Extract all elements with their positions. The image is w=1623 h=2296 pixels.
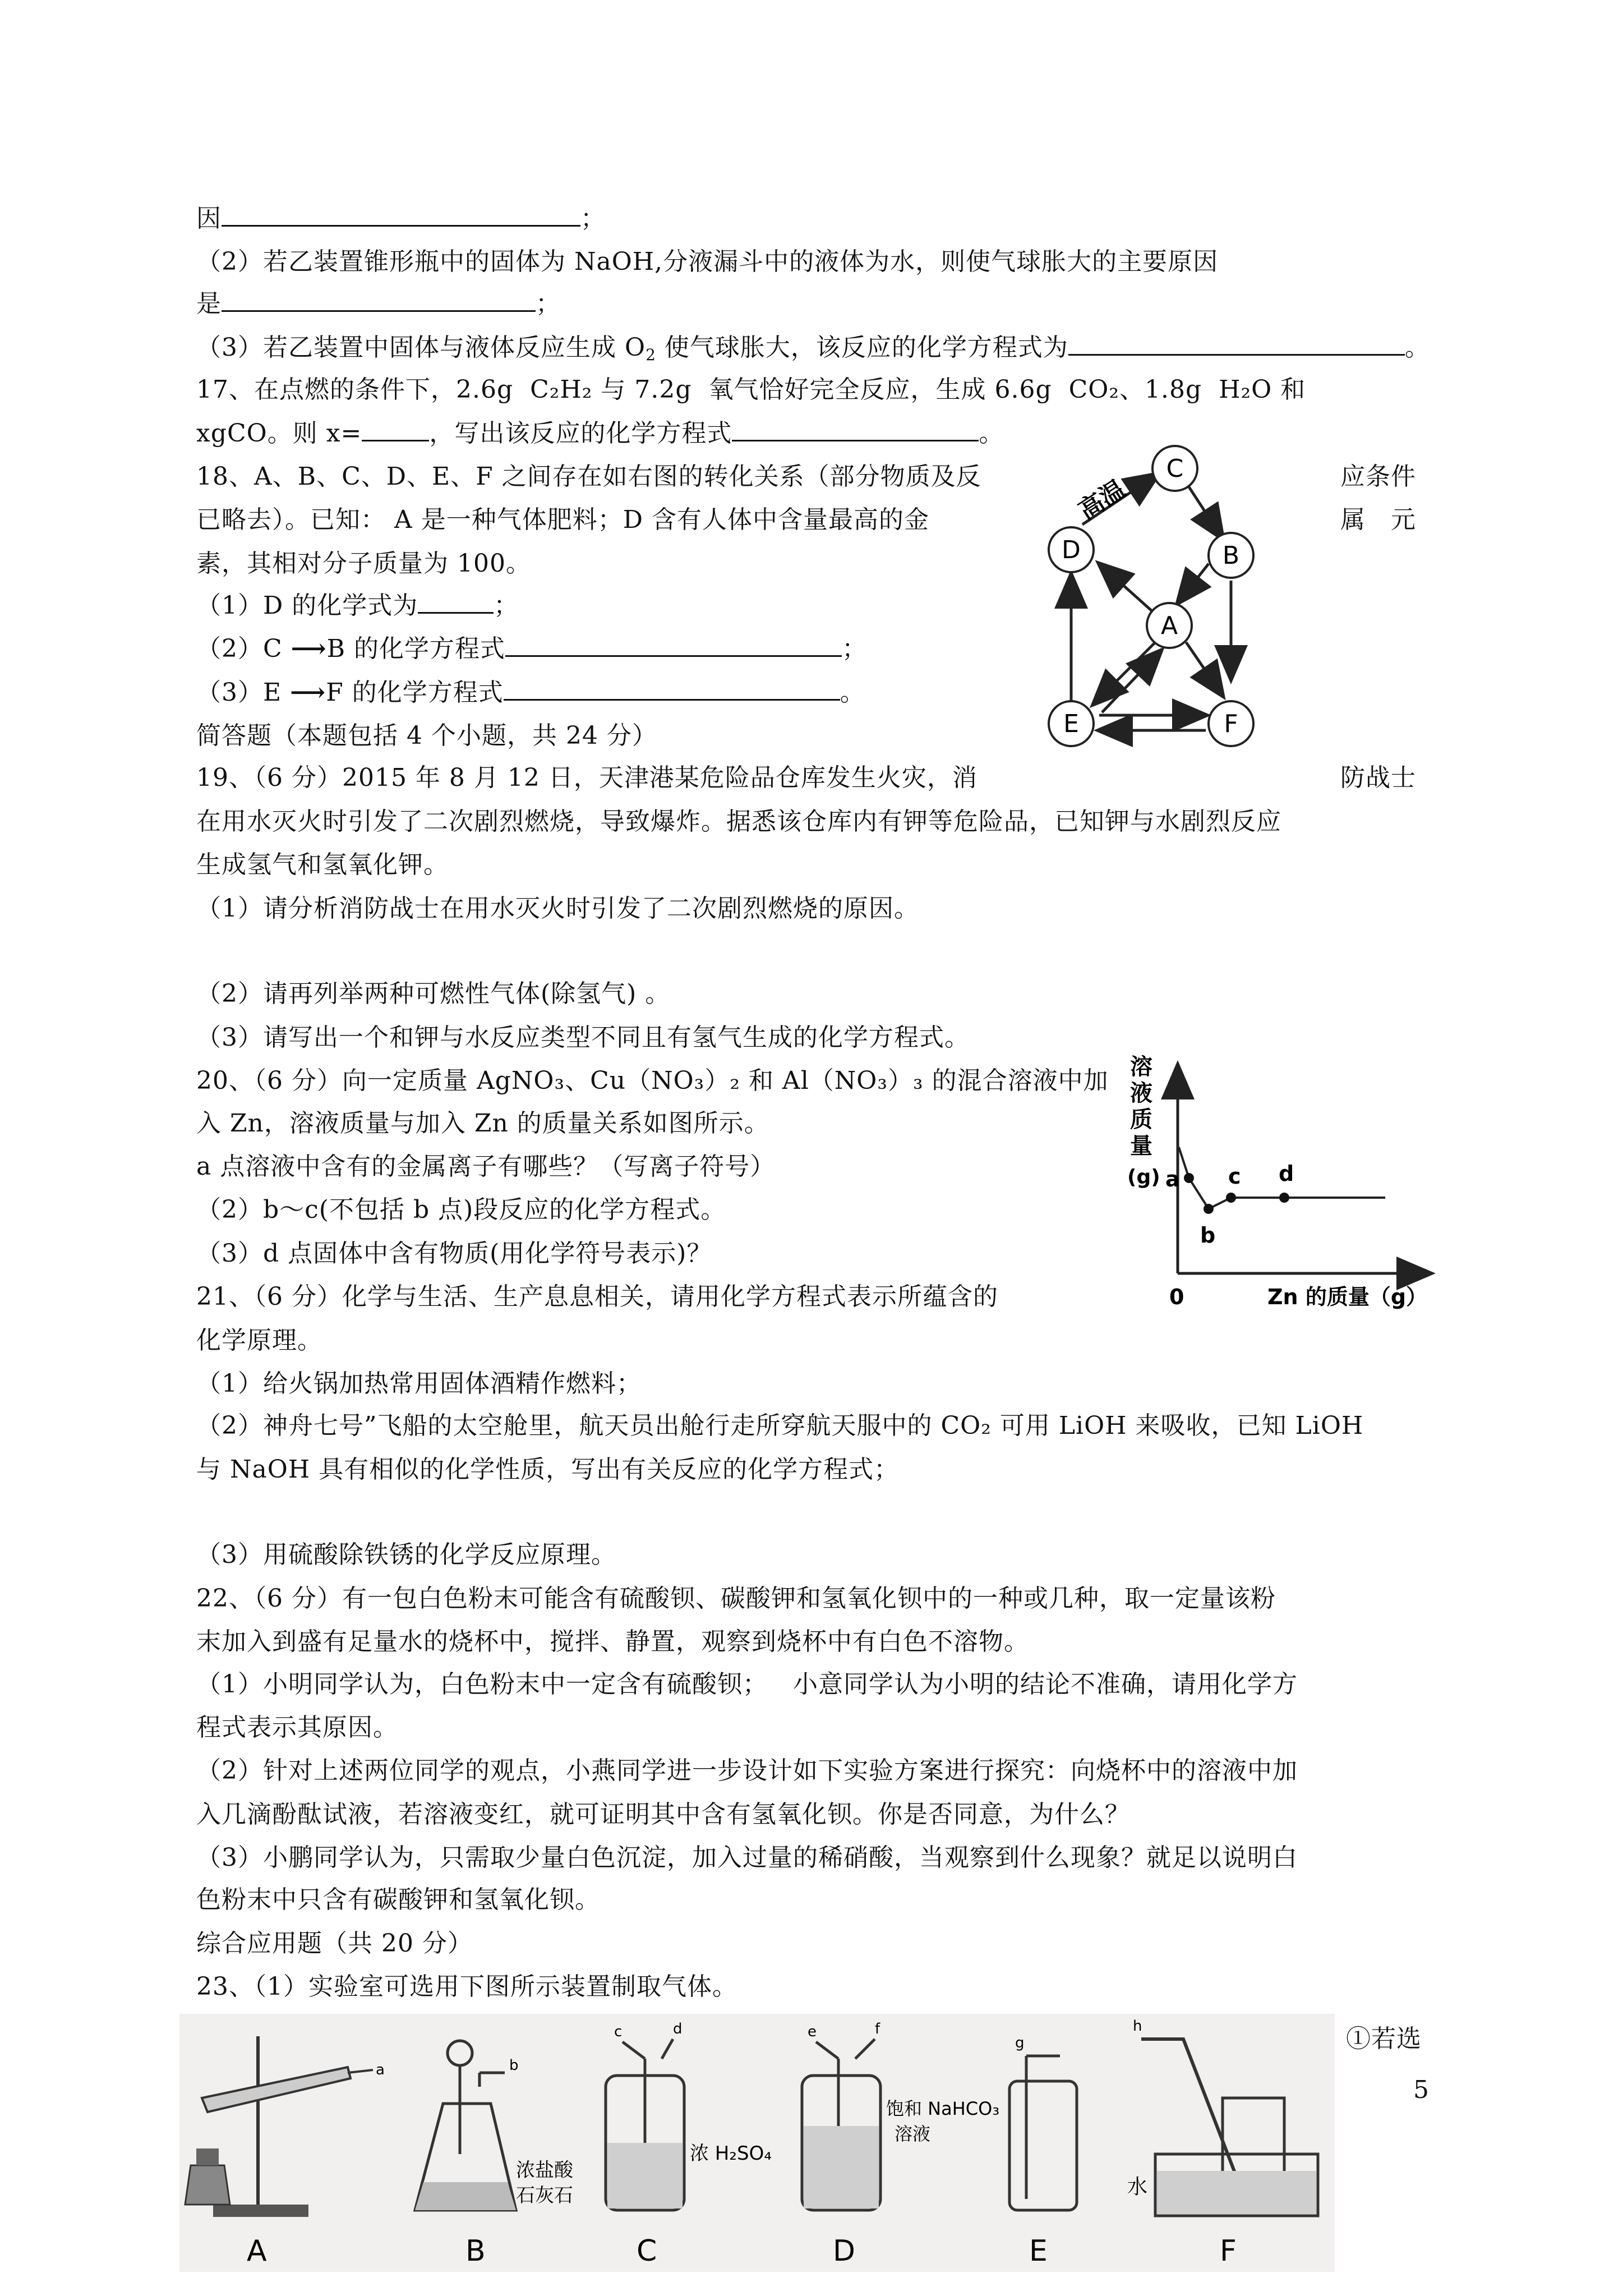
q22-line8: 色粉末中只含有碳酸钾和氢氧化钡。 (196, 1885, 600, 1914)
node-e (1049, 701, 1094, 746)
svg-text:水: 水 (1127, 2175, 1148, 2198)
edge-e-a (1102, 651, 1161, 712)
y-axis-label: 质 (1130, 1107, 1152, 1133)
svg-text:A: A (247, 2234, 267, 2268)
svg-text:溶液: 溶液 (895, 2123, 931, 2145)
q16-line1: 因 ； (196, 202, 606, 236)
point-c (1226, 1193, 1236, 1203)
q18-line4: （1）D 的化学式为 ； (196, 589, 519, 623)
svg-text:a: a (376, 2062, 385, 2078)
q19-line6: （3）请写出一个和钾与水反应类型不同且有氢气生成的化学方程式。 (196, 1023, 970, 1052)
q22-line3: （1）小明同学认为，白色粉末中一定含有硫酸钡； 小意同学认为小明的结论不准确，请用化学方 (196, 1670, 1298, 1699)
svg-text:h: h (1133, 2018, 1142, 2035)
svg-text:e: e (808, 2023, 817, 2040)
q17-line1: 17、在点燃的条件下，2.6g C₂H₂ 与 7.2g 氧气恰好完全反应，生成 6.6g CO₂、1.8g H₂O 和 (196, 375, 1306, 404)
node-d (1049, 527, 1094, 572)
q21-line1: 21、（6 分）化学与生活、生产息息相关，请用化学方程式表示所蕴含的 (196, 1282, 998, 1311)
section-heading: 综合应用题（共 20 分） (196, 1929, 473, 1958)
svg-text:f: f (875, 2021, 880, 2037)
svg-text:浓盐酸: 浓盐酸 (516, 2159, 573, 2182)
q23-line1: 23、（1）实验室可选用下图所示装置制取气体。 (196, 1972, 737, 2001)
x-axis-label: Zn 的质量（g） (1267, 1285, 1428, 1309)
solution-mass-graph (1116, 1049, 1453, 1318)
node-a (1147, 603, 1192, 648)
arrow-icon: ⟶ (291, 634, 327, 663)
q19-line4: （1）请分析消防战士在用水灭火时引发了二次剧烈燃烧的原因。 (196, 894, 919, 923)
edge-a-f (1186, 642, 1223, 696)
point-label-a: a (1165, 1167, 1180, 1191)
point-b (1204, 1204, 1214, 1214)
q19-line1: 19、（6 分）2015 年 8 月 12 日，天津港某危险品仓库发生火灾，消 (196, 763, 978, 792)
point-a (1184, 1173, 1194, 1183)
apparatus-figure (179, 2014, 1335, 2272)
q19-line5: （2）请再列举两种可燃性气体(除氢气) 。 (196, 979, 671, 1008)
q20-line5: （3）d 点固体中含有物质(用化学符号表示)？ (196, 1239, 712, 1268)
svg-text:F: F (1224, 710, 1238, 738)
q18-line1: 18、A、B、C、D、E、F 之间存在如右图的转化关系（部分物质及反 (196, 462, 981, 491)
answer-blank[interactable] (222, 288, 536, 312)
answer-blank[interactable] (1068, 332, 1405, 356)
svg-text:浓 H₂SO₄: 浓 H₂SO₄ (690, 2142, 772, 2165)
answer-blank[interactable] (418, 590, 494, 614)
q19-line3: 生成氢气和氢氧化钾。 (196, 850, 449, 879)
svg-text:C: C (1166, 454, 1184, 483)
q18-line6: （3）E ⟶F 的化学方程式 。 (196, 676, 865, 710)
point-label-c: c (1228, 1164, 1241, 1189)
origin-label: 0 (1169, 1285, 1184, 1309)
edge-a-d (1099, 564, 1152, 611)
q21-line4: （2）神舟七号”飞船的太空舱里，航天员出舱行走所穿航天服中的 CO₂ 可用 LiOH 来吸收，已知 LiOH (196, 1411, 1364, 1440)
svg-text:g: g (1015, 2035, 1025, 2051)
answer-blank[interactable] (362, 417, 429, 441)
q17-line2: xgCO。则 x= ，写出该反应的化学方程式 。 (196, 417, 1004, 450)
svg-text:d: d (673, 2021, 683, 2037)
q21-line6: （3）用硫酸除铁锈的化学反应原理。 (196, 1540, 616, 1569)
q18-line1-right: 应条件 (1340, 462, 1416, 491)
q22-line1: 22、（6 分）有一包白色粉末可能含有硫酸钡、碳酸钾和氢氧化钡中的一种或几种，取一定量该粉 (196, 1584, 1276, 1613)
edge-a-e (1094, 642, 1155, 704)
svg-text:饱和 NaHCO₃: 饱和 NaHCO₃ (886, 2098, 1000, 2119)
svg-text:c: c (614, 2023, 623, 2040)
q22-line6: 入几滴酚酞试液，若溶液变红，就可证明其中含有氢氧化钡。你是否同意，为什么？ (196, 1800, 1130, 1829)
q16-line3: 是 ； (196, 287, 561, 321)
svg-text:F: F (1220, 2234, 1237, 2268)
svg-text:E: E (1029, 2234, 1048, 2268)
q21-line5: 与 NaOH 具有相似的化学性质，写出有关反应的化学方程式； (196, 1455, 900, 1484)
point-d (1279, 1193, 1289, 1203)
point-label-d: d (1279, 1161, 1294, 1186)
q23-side-text: ①若选 (1346, 2024, 1422, 2053)
q16-line2: （2）若乙装置锥形瓶中的固体为 NaOH,分液漏斗中的液体为水，则使气球胀大的主要原因 (196, 247, 1219, 276)
answer-blank[interactable] (732, 417, 979, 441)
q22-line5: （2）针对上述两位同学的观点，小燕同学进一步设计如下实验方案进行探究：向烧杯中的溶液中加 (196, 1756, 1298, 1785)
q22-line7: （3）小鹏同学认为，只需取少量白色沉淀，加入过量的稀硝酸，当观察到什么现象？就足以说明白 (196, 1843, 1298, 1872)
q20-line4: （2）b～c(不包括 b 点)段反应的化学方程式。 (196, 1195, 726, 1224)
q18-line2-right: 属 元 (1340, 505, 1416, 534)
edge-c-b (1188, 485, 1223, 539)
q18-line2: 已略去）。已知： A 是一种气体肥料；D 含有人体中含量最高的金 (196, 505, 930, 534)
y-axis-label: 量 (1130, 1133, 1152, 1159)
q20-line2: 入 Zn，溶液质量与加入 Zn 的质量关系如图所示。 (196, 1109, 769, 1138)
node-b (1209, 533, 1253, 578)
q16-line4: （3）若乙装置中固体与液体反应生成 $O_2$ 使气球胀大，该反应的化学方程式为 。 (196, 331, 1430, 372)
point-label-b: b (1200, 1223, 1216, 1248)
q21-line3: （1）给火锅加热常用固体酒精作燃料； (196, 1369, 642, 1398)
svg-text:石灰石: 石灰石 (516, 2184, 573, 2207)
q22-line4: 程式表示其原因。 (196, 1713, 398, 1742)
svg-text:A: A (1160, 611, 1178, 640)
node-f (1209, 701, 1253, 746)
svg-text:B: B (465, 2234, 486, 2268)
conversion-diagram (1038, 443, 1441, 752)
page-number: 5 (1413, 2076, 1429, 2104)
edge-b-a (1178, 564, 1209, 603)
q18-line5: （2）C ⟶B 的化学方程式 ； (196, 632, 867, 666)
q20-line3: a 点溶液中含有的金属离子有哪些？（写离子符号） (196, 1152, 776, 1181)
q19-line2: 在用水灭火时引发了二次剧烈燃烧，导致爆炸。据悉该仓库内有钾等危险品，已知钾与水剧烈反应 (196, 807, 1281, 836)
answer-blank[interactable] (222, 203, 580, 227)
svg-text:D: D (833, 2234, 856, 2268)
edge-label: 高温 (1073, 474, 1131, 526)
svg-text:B: B (1222, 541, 1240, 570)
q21-line2: 化学原理。 (196, 1326, 322, 1355)
section-heading: 简答题（本题包括 4 个小题，共 24 分） (196, 721, 657, 750)
q20-line1: 20、（6 分）向一定质量 AgNO₃、Cu（NO₃）₂ 和 Al（NO₃）₃ 的混合溶液中加 (196, 1066, 1109, 1095)
q22-line2: 末加入到盛有足量水的烧杯中，搅拌、静置，观察到烧杯中有白色不溶物。 (196, 1627, 1029, 1656)
q18-line3: 素，其相对分子质量为 100。 (196, 549, 531, 578)
arrow-icon: ⟶ (290, 678, 326, 707)
svg-text:C: C (637, 2234, 657, 2268)
y-axis-label: 溶 (1130, 1054, 1152, 1080)
svg-text:D: D (1062, 536, 1081, 564)
y-axis-label: 液 (1130, 1080, 1152, 1106)
node-c (1152, 446, 1197, 491)
answer-blank[interactable] (504, 677, 840, 701)
y-axis-unit: (g) (1127, 1166, 1160, 1189)
answer-blank[interactable] (505, 633, 842, 657)
q19-line1-right: 防战士 (1340, 763, 1416, 792)
svg-text:b: b (509, 2057, 519, 2074)
svg-text:E: E (1063, 710, 1079, 738)
